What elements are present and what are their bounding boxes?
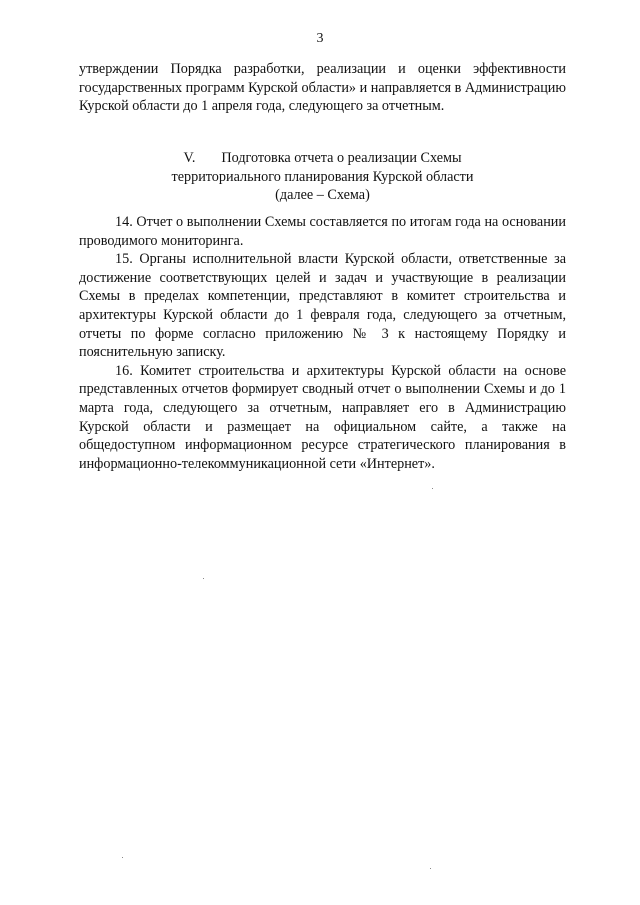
- section-paragraphs: [79, 213, 566, 473]
- section-heading: [79, 149, 566, 205]
- continuation-paragraph: утверждении Порядка разработки, реализации и оценки эффективности государственных программ Курской области» и направляется в Администрацию Курской области до 1 апреля года, следующего за отчетным.: [79, 61, 566, 115]
- section-title-line-3: (далее – Схема): [275, 187, 370, 204]
- scan-speck: [122, 857, 123, 858]
- paragraph-14: 14. Отчет о выполнении Схемы составляется по итогам года на основании проводимого мониторинга.: [79, 214, 566, 249]
- section-title-line-2: территориального планирования Курской области: [171, 168, 474, 185]
- section-numeral: V.: [183, 150, 196, 166]
- page-number: 3: [316, 31, 324, 46]
- paragraph-16: 16. Комитет строительства и архитектуры Курской области на основе представленных отчетов формирует сводный отчет о выполнении Схемы и до 1 марта года, следующего за отчетным, направляет его в Администрацию Курской области и размещает на официальном сайте, а также на общедоступном информационном ресурсе стратегического планирования в информационно-телекоммуникационной сети «Интернет».: [79, 362, 566, 472]
- scan-speck: [203, 578, 204, 579]
- section-heading-line-1: [79, 149, 566, 168]
- scan-speck: [430, 868, 431, 869]
- scan-speck: [432, 488, 433, 489]
- paragraph-15: 15. Органы исполнительной власти Курской области, ответственные за достижение соответствующих целей и задач и участвующие в реализации Схемы в пределах компетенции, представляют в комитет строительства и архитектуры Курской области до 1 февраля года, следующего за отчетным, отчеты по форме согласно приложению № 3 к настоящему Порядку и пояснительную записку.: [79, 251, 566, 361]
- section-title-line-1: Подготовка отчета о реализации Схемы: [221, 150, 462, 166]
